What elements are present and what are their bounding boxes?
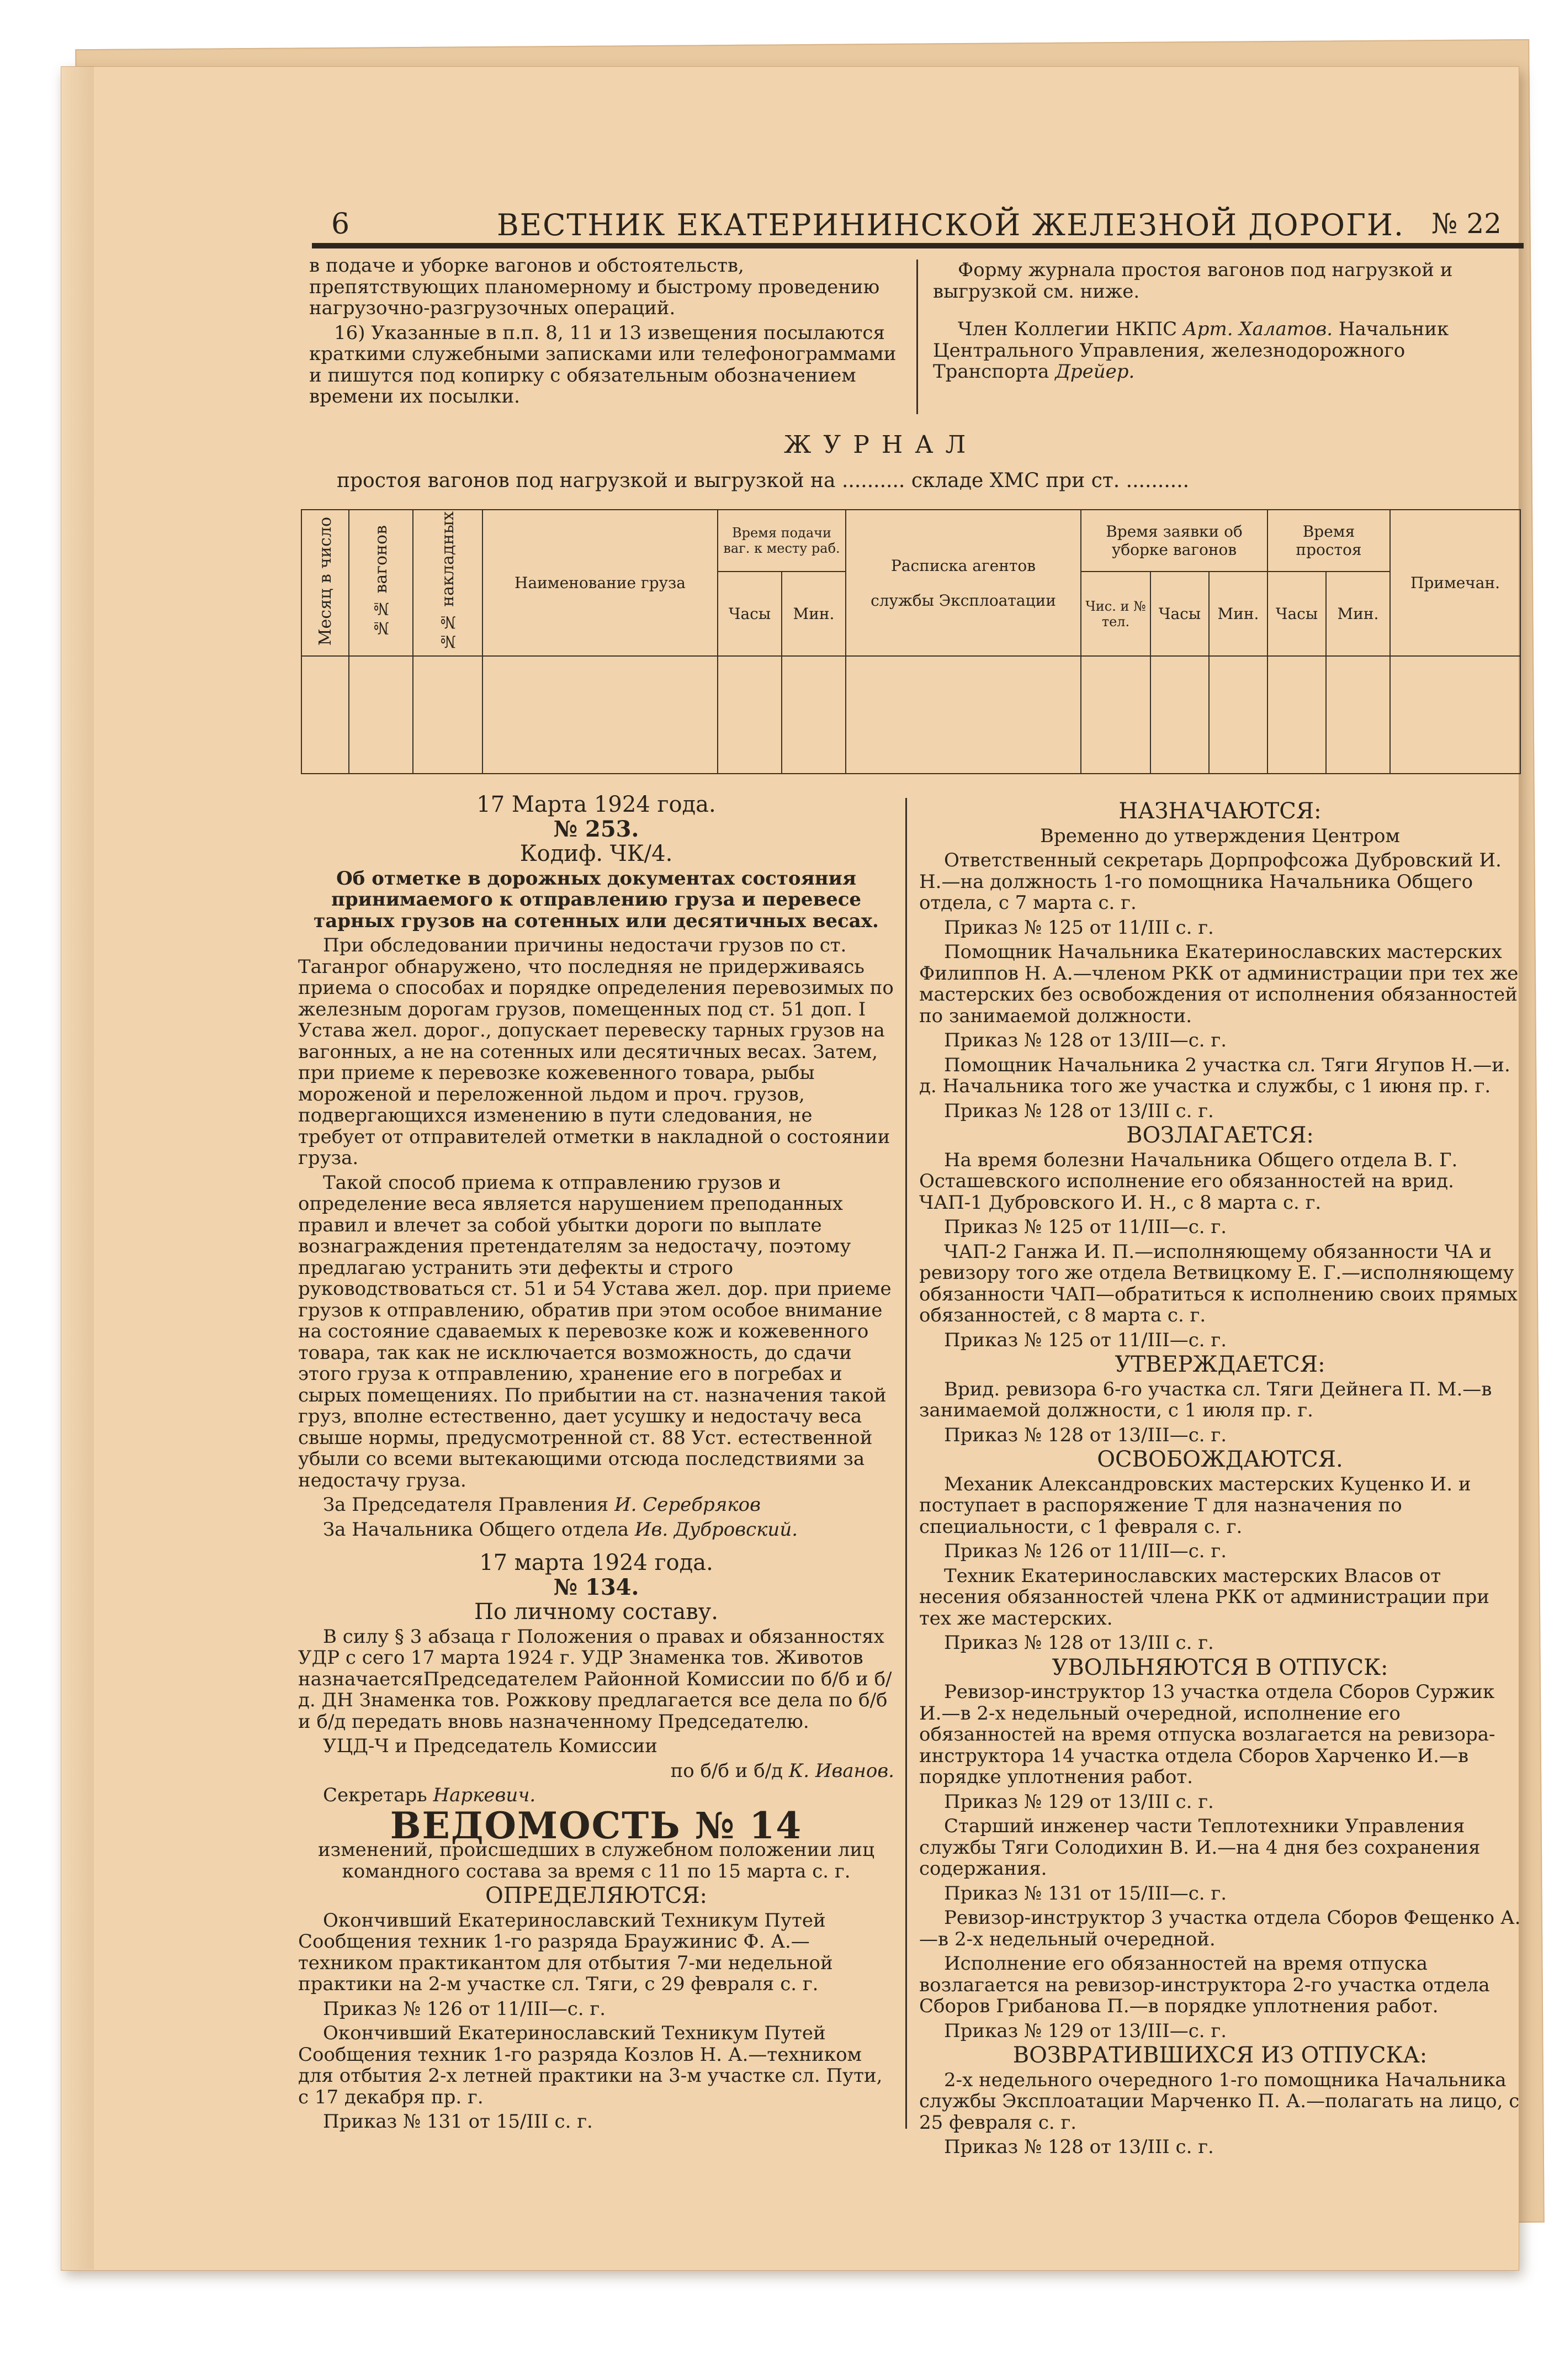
bottom-right-column — [919, 798, 1521, 2161]
top-right-column — [933, 260, 1518, 386]
col-note: Примечан. — [1410, 574, 1500, 593]
order-253-date: 17 Марта 1924 года. — [476, 792, 716, 817]
leave-entry-3b: Исполнение его обязанностей на время отпуска возлагается на ревизор-инструктора 2-го участка отдела Сборов Грибанова П.—в порядке уплотнения работ. — [919, 1953, 1490, 2017]
released-entry-2: Техник Екатеринославских мастерских Власов от несения обязанностей члена РКК от администрации при тех же мастерских. — [919, 1564, 1489, 1630]
col-waybills: №№ накладных — [438, 511, 458, 651]
order-253-signature-2: За Начальника Общего отдела Ив. Дубровский. — [323, 1518, 798, 1541]
col-idle: Время простоя — [1296, 522, 1362, 559]
appointed-entry-3: Помощник Начальника 2 участка сл. Тяги Ягупов Н.—и. д. Начальника того же участка и службы, с 1 июня пр. г. — [919, 1054, 1510, 1097]
approved-entry-1: Врид. ревизора 6-го участка сл. Тяги Дейнега П. М.—в занимаемой должности, с 1 июля пр. г. — [919, 1378, 1492, 1421]
order-253-body-1: При обследовании причины недостачи грузов по ст. Таганрог обнаружено, что последняя не придерживаясь приема о способах и порядке определения перевозимых по железным дорогам грузов, помещенных под ст. 51 доп. I Устава жел. дорог., допускает перевеску тарных грузов на вагонных, а не на сотенных или десятичных весах. Затем, при приеме к перевозке кожевенного товара, рыбы мороженой и переложенной льдом и проч. грузов, подвергающихся изменению в пути следования, не требует от отправителей отметки в накладной о состоянии груза. — [298, 934, 894, 1169]
journal-title: ЖУРНАЛ — [784, 431, 978, 459]
vedomost-section-define: ОПРЕДЕЛЯЮТСЯ: — [485, 1883, 707, 1908]
released-order-2: Приказ № 128 от 13/III с. г. — [944, 1632, 1214, 1654]
leave-entry-3: Ревизор-инструктор 3 участка отдела Сборов Фещенко А.—в 2-х недельный очередной. — [919, 1907, 1521, 1950]
top-right-signatures: Член Коллегии НКПС Арт. Халатов. Начальник Центрального Управления, железнодорожного Транспорта Дрейер. — [933, 318, 1449, 383]
assigned-entry-1: На время болезни Начальника Общего отдела В. Г. Осташевского исполнение его обязанностей на врид. ЧАП-1 Дубровского И. Н., с 8 марта с. г. — [919, 1149, 1458, 1214]
released-order-1: Приказ № 126 от 11/III—с. г. — [944, 1540, 1227, 1562]
section-assigned: ВОЗЛАГАЕТСЯ: — [1126, 1123, 1314, 1148]
vedomost-order-2: Приказ № 131 от 15/III с. г. — [323, 2111, 593, 2133]
section-appointed-sub: Временно до утверждения Центром — [1040, 824, 1400, 847]
top-left-paragraph-1: в подаче и уборке вагонов и обстоятельств, препятствующих планомерному и быстрому проведению нагрузочно-разгрузочных операций. — [309, 255, 880, 319]
top-right-paragraph-1: Форму журнала простоя вагонов под нагрузкой и выгрузкой см. ниже. — [933, 259, 1453, 303]
released-entry-1: Механик Александровских мастерских Куценко И. и поступает в распоряжение Т для назначения по специальности, с 1 февраля с. г. — [919, 1473, 1471, 1538]
col-arrival-mins: Мин. — [793, 605, 835, 623]
order-134-body: В силу § 3 абзаца г Положения о правах и обязанностях УДР с сего 17 марта 1924 г. УДР Знаменка тов. Животов назначаетсяПредседателем Районной Комиссии по б/б и б/д. ДН Знаменка тов. Рожкову предлагается все дела по б/б и б/д передать вновь назначенному Председателю. — [298, 1625, 892, 1733]
appointed-entry-2: Помощник Начальника Екатеринославских мастерских Филиппов Н. А.—членом РКК от администрации при тех же мастерских без освобождения от исполнения обязанностей по занимаемой должности. — [919, 941, 1519, 1027]
order-253-signature-1: За Председателя Правления И. Серебряков — [323, 1494, 761, 1516]
top-left-paragraph-2: 16) Указанные в п.п. 8, 11 и 13 извещения посылаются краткими служебными записками или телефонограммами и пишутся под копирку с обязательным обозначением времени их посылки. — [309, 321, 897, 408]
vedomost-entry-1: Окончивший Екатеринославский Техникум Путей Сообщения техник 1-го разряда Браужинис Ф. А.—техником практикантом для отбытия 7-ми недельной практики на 2-м участке сл. Тяги, с 29 февраля с. г. — [298, 1909, 833, 1995]
appointed-order-3: Приказ № 128 от 13/III с. г. — [944, 1099, 1214, 1122]
section-returned: ВОЗВРАТИВШИХСЯ ИЗ ОТПУСКА: — [1012, 2043, 1428, 2068]
col-idle-hours: Часы — [1275, 605, 1318, 623]
col-cargo: Наименование груза — [515, 574, 686, 593]
col-num-tel: Чис. и № тел. — [1085, 598, 1146, 630]
order-134-signature-1: УЦД-Ч и Председатель Комиссии — [323, 1735, 657, 1757]
col-arrival: Время подачи ваг. к месту раб. — [723, 525, 840, 556]
bottom-column-divider — [905, 798, 907, 2129]
col-request-hours: Часы — [1158, 605, 1201, 623]
col-request: Время заявки об уборке вагонов — [1106, 522, 1243, 559]
col-month: Месяц в число — [315, 516, 335, 646]
assigned-order-2: Приказ № 125 от 11/III—с. г. — [944, 1329, 1227, 1351]
appointed-entry-1: Ответственный секретарь Дорпрофсожа Дубровский И. Н.—на должность 1-го помощника Начальника Общего отдела, с 7 марта с. г. — [919, 849, 1502, 914]
page-number: 6 — [331, 208, 350, 241]
col-wagons: №№ вагонов — [371, 525, 391, 637]
order-134-secretary: Секретарь Наркевич. — [323, 1784, 536, 1806]
section-leave: УВОЛЬНЯЮТСЯ В ОТПУСК: — [1052, 1654, 1388, 1680]
order-134-number: № 134. — [553, 1574, 639, 1600]
col-request-mins: Мин. — [1217, 605, 1259, 623]
assigned-entry-2: ЧАП-2 Ганжа И. П.—исполняющему обязанности ЧА и ревизору того же отдела Ветвицкому Е. Г.—исполняющему обязанности ЧАП—обратиться к исполнению своих прямых обязанностей, с 8 марта с. г. — [919, 1240, 1518, 1326]
returned-order-1: Приказ № 128 от 13/III с. г. — [944, 2136, 1214, 2158]
approved-order-1: Приказ № 128 от 13/III—с. г. — [944, 1424, 1227, 1446]
vedomost-entry-2: Окончивший Екатеринославский Техникум Путей Сообщения техник 1-го разряда Козлов Н. А.—техником для отбытия 2-х летней практики на 3-м участке сл. Пути, с 17 декабря пр. г. — [298, 2022, 883, 2108]
order-253-body-2: Такой способ приема к отправлению грузов и определение веса является нарушением преподанных правил и влечет за собой убытки дороги по выплате вознаграждения претендателям за недостачу, поэтому предлагаю устранить эти дефекты и строго руководствоваться ст. 51 и 54 Устава жел. дор. при приеме грузов к отправлению, обратив при этом особое внимание на состояние сдаваемых к перевозке кож и кожевенного товара, так как не исключается возможность, до сдачи этого груза к отправлению, хранение его в погребах и сырых помещениях. По прибытии на ст. назначения такой груз, вполне естественно, дает усушку и недостачу веса свыше нормы, предусмотренной ст. 88 Уст. естественной убыли со всеми вытекающими отсюда последствиями за недостачу груза. — [298, 1171, 892, 1492]
order-253-subject: Об отметке в дорожных документах состояния принимаемого к отправлению груза и перевесе тарных грузов на сотенных или десятичных весах. — [314, 867, 879, 932]
col-idle-mins: Мин. — [1337, 605, 1379, 623]
leave-entry-1: Ревизор-инструктор 13 участка отдела Сборов Суржик И.—в 2-х недельный очередной, исполнение его обязанностей на время отпуска возлагается на ревизора-инструктора 14 участка отдела Сборов Харченко И.—в порядке уплотнения работ. — [919, 1681, 1495, 1788]
order-253-code: Кодиф. ЧК/4. — [519, 841, 673, 866]
appointed-order-1: Приказ № 125 от 11/III с. г. — [944, 916, 1214, 939]
issue-number: № 22 — [1431, 208, 1502, 240]
order-253-number: № 253. — [553, 816, 639, 842]
order-134-signature-2: по б/б и б/д К. Иванов. — [670, 1759, 894, 1782]
returned-entry-1: 2-х недельного очередного 1-го помощника Начальника службы Эксплоатации Марченко П. А.—полагать на лицо, с 25 февраля с. г. — [919, 2069, 1520, 2134]
section-approved: УТВЕРЖДАЕТСЯ: — [1115, 1352, 1325, 1377]
order-134-date: 17 марта 1924 года. — [479, 1550, 713, 1575]
leave-entry-2: Старший инженер части Теплотехники Управления службы Тяги Солодихин В. И.—на 4 дня без сохранения содержания. — [919, 1815, 1481, 1880]
col-arrival-hours: Часы — [728, 605, 771, 623]
top-left-column — [309, 255, 905, 411]
appointed-order-2: Приказ № 128 от 13/III—с. г. — [944, 1029, 1227, 1051]
section-appointed: НАЗНАЧАЮТСЯ: — [1118, 798, 1322, 824]
order-134-subject: По личному составу. — [474, 1599, 718, 1625]
leave-order-2: Приказ № 131 от 15/III—с. г. — [944, 1882, 1227, 1905]
col-receipt-service: службы Эксплоатации — [871, 591, 1056, 610]
leave-order-3: Приказ № 129 от 13/III—с. г. — [944, 2019, 1227, 2042]
page-header — [331, 208, 1524, 241]
section-released: ОСВОБОЖДАЮТСЯ. — [1097, 1447, 1343, 1472]
assigned-order-1: Приказ № 125 от 11/III—с. г. — [944, 1216, 1227, 1238]
vedomost-title: ВЕДОМОСТЬ № 14 — [390, 1803, 803, 1847]
journal-form-table — [301, 509, 1521, 774]
leave-order-1: Приказ № 129 от 13/III с. г. — [944, 1790, 1214, 1813]
bottom-left-column — [298, 794, 894, 2136]
col-receipt-agents: Расписка агентов — [890, 556, 1036, 575]
top-column-divider — [916, 260, 918, 414]
header-rule — [312, 243, 1524, 248]
page-fold-shadow — [61, 66, 94, 2270]
newspaper-title: ВЕСТНИК ЕКАТЕРИНИНСКОЙ ЖЕЛЕЗНОЙ ДОРОГИ. — [497, 208, 1405, 242]
vedomost-intro: изменений, происшедших в служебном положении лиц командного состава за время с 11 по 15 марта с. г. — [317, 1839, 875, 1882]
vedomost-order-1: Приказ № 126 от 11/III—с. г. — [323, 1997, 606, 2020]
journal-subtitle: простоя вагонов под нагрузкой и выгрузкой на .......... складе ХМС при ст. .......... — [337, 469, 1190, 492]
